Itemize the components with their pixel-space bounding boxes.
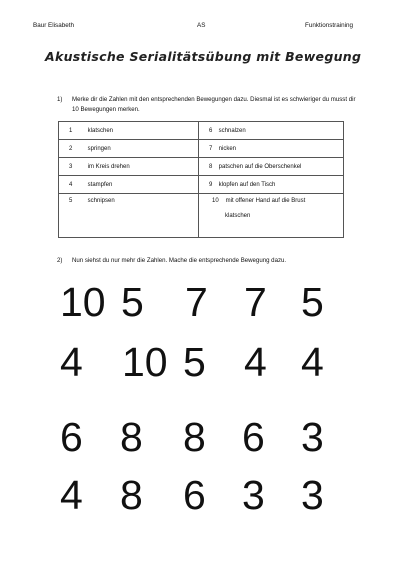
sequence-number: 3 — [301, 472, 324, 518]
worksheet-title: Akustische Serialitätsübung mit Bewegung — [45, 49, 362, 64]
number-sequence-row — [0, 412, 400, 462]
cell-label: im Kreis drehen — [87, 163, 130, 170]
cell-label: klopfen auf den Tisch — [218, 181, 276, 188]
sequence-number: 10 — [60, 279, 106, 325]
sequence-number: 6 — [242, 414, 265, 460]
table-row — [59, 194, 344, 238]
cell-label: mit offener Hand auf die Brust — [225, 198, 306, 204]
cell-number: 6 — [209, 127, 213, 134]
task-2-text: Nun siehst du nur mehr die Zahlen. Mache die entsprechende Bewegung dazu. — [72, 257, 287, 264]
table-cell — [199, 194, 344, 238]
table-cell — [59, 158, 199, 176]
cell-number: 9 — [209, 181, 213, 188]
cell-label: schnipsen — [87, 198, 115, 204]
task-1-number: 1) — [57, 96, 63, 103]
sequence-number: 6 — [183, 472, 206, 518]
cell-label: stampfen — [87, 181, 113, 188]
cell-label-continued: klatschen — [225, 213, 251, 219]
cell-number: 1 — [69, 127, 73, 134]
number-sequence-row — [0, 470, 400, 520]
task-2-number: 2) — [57, 257, 63, 264]
cell-label: klatschen — [87, 127, 114, 134]
table-cell — [199, 176, 344, 194]
number-sequence-row — [0, 337, 400, 387]
table-cell — [199, 158, 344, 176]
header-subject: Funktionstraining — [305, 22, 353, 29]
sequence-number: 3 — [301, 414, 324, 460]
sequence-number: 10 — [122, 339, 168, 385]
sequence-number: 8 — [120, 414, 143, 460]
sequence-number: 7 — [185, 279, 208, 325]
page-header — [33, 22, 353, 34]
sequence-number: 7 — [244, 279, 267, 325]
sequence-number: 4 — [60, 339, 83, 385]
sequence-number: 4 — [301, 339, 324, 385]
table-row — [59, 140, 344, 158]
sequence-number: 3 — [242, 472, 265, 518]
task-1-text: Merke dir die Zahlen mit den entsprechenden Bewegungen dazu. Diesmal ist es schwieriger du musst dir 10 Bewegungen merken. — [72, 96, 356, 113]
table-row — [59, 158, 344, 176]
cell-label: schnalzen — [218, 127, 246, 134]
sequence-number: 4 — [60, 472, 83, 518]
header-code: AS — [197, 22, 206, 29]
cell-number: 3 — [69, 163, 73, 170]
header-author: Baur Elisabeth — [33, 22, 74, 29]
sequence-number: 8 — [120, 472, 143, 518]
sequence-number: 4 — [244, 339, 267, 385]
table-row — [59, 176, 344, 194]
cell-number: 7 — [209, 145, 213, 152]
table-cell — [199, 122, 344, 140]
sequence-number: 5 — [301, 279, 324, 325]
cell-label: springen — [87, 145, 111, 152]
table-cell — [199, 140, 344, 158]
sequence-number: 8 — [183, 414, 206, 460]
table-cell — [59, 122, 199, 140]
cell-number: 8 — [209, 163, 213, 170]
table-cell — [59, 194, 199, 238]
table-cell — [59, 140, 199, 158]
cell-label: nicken — [218, 145, 237, 152]
sequence-number: 6 — [60, 414, 83, 460]
number-sequence-row — [0, 277, 400, 327]
cell-number: 10 — [212, 198, 219, 204]
movement-table — [58, 121, 344, 238]
cell-number: 4 — [69, 181, 73, 188]
table-row — [59, 122, 344, 140]
cell-label: patschen auf die Oberschenkel — [218, 163, 302, 170]
sequence-number: 5 — [121, 279, 144, 325]
sequence-number: 5 — [183, 339, 206, 385]
cell-number: 5 — [69, 198, 73, 204]
table-cell — [59, 176, 199, 194]
cell-number: 2 — [69, 145, 73, 152]
